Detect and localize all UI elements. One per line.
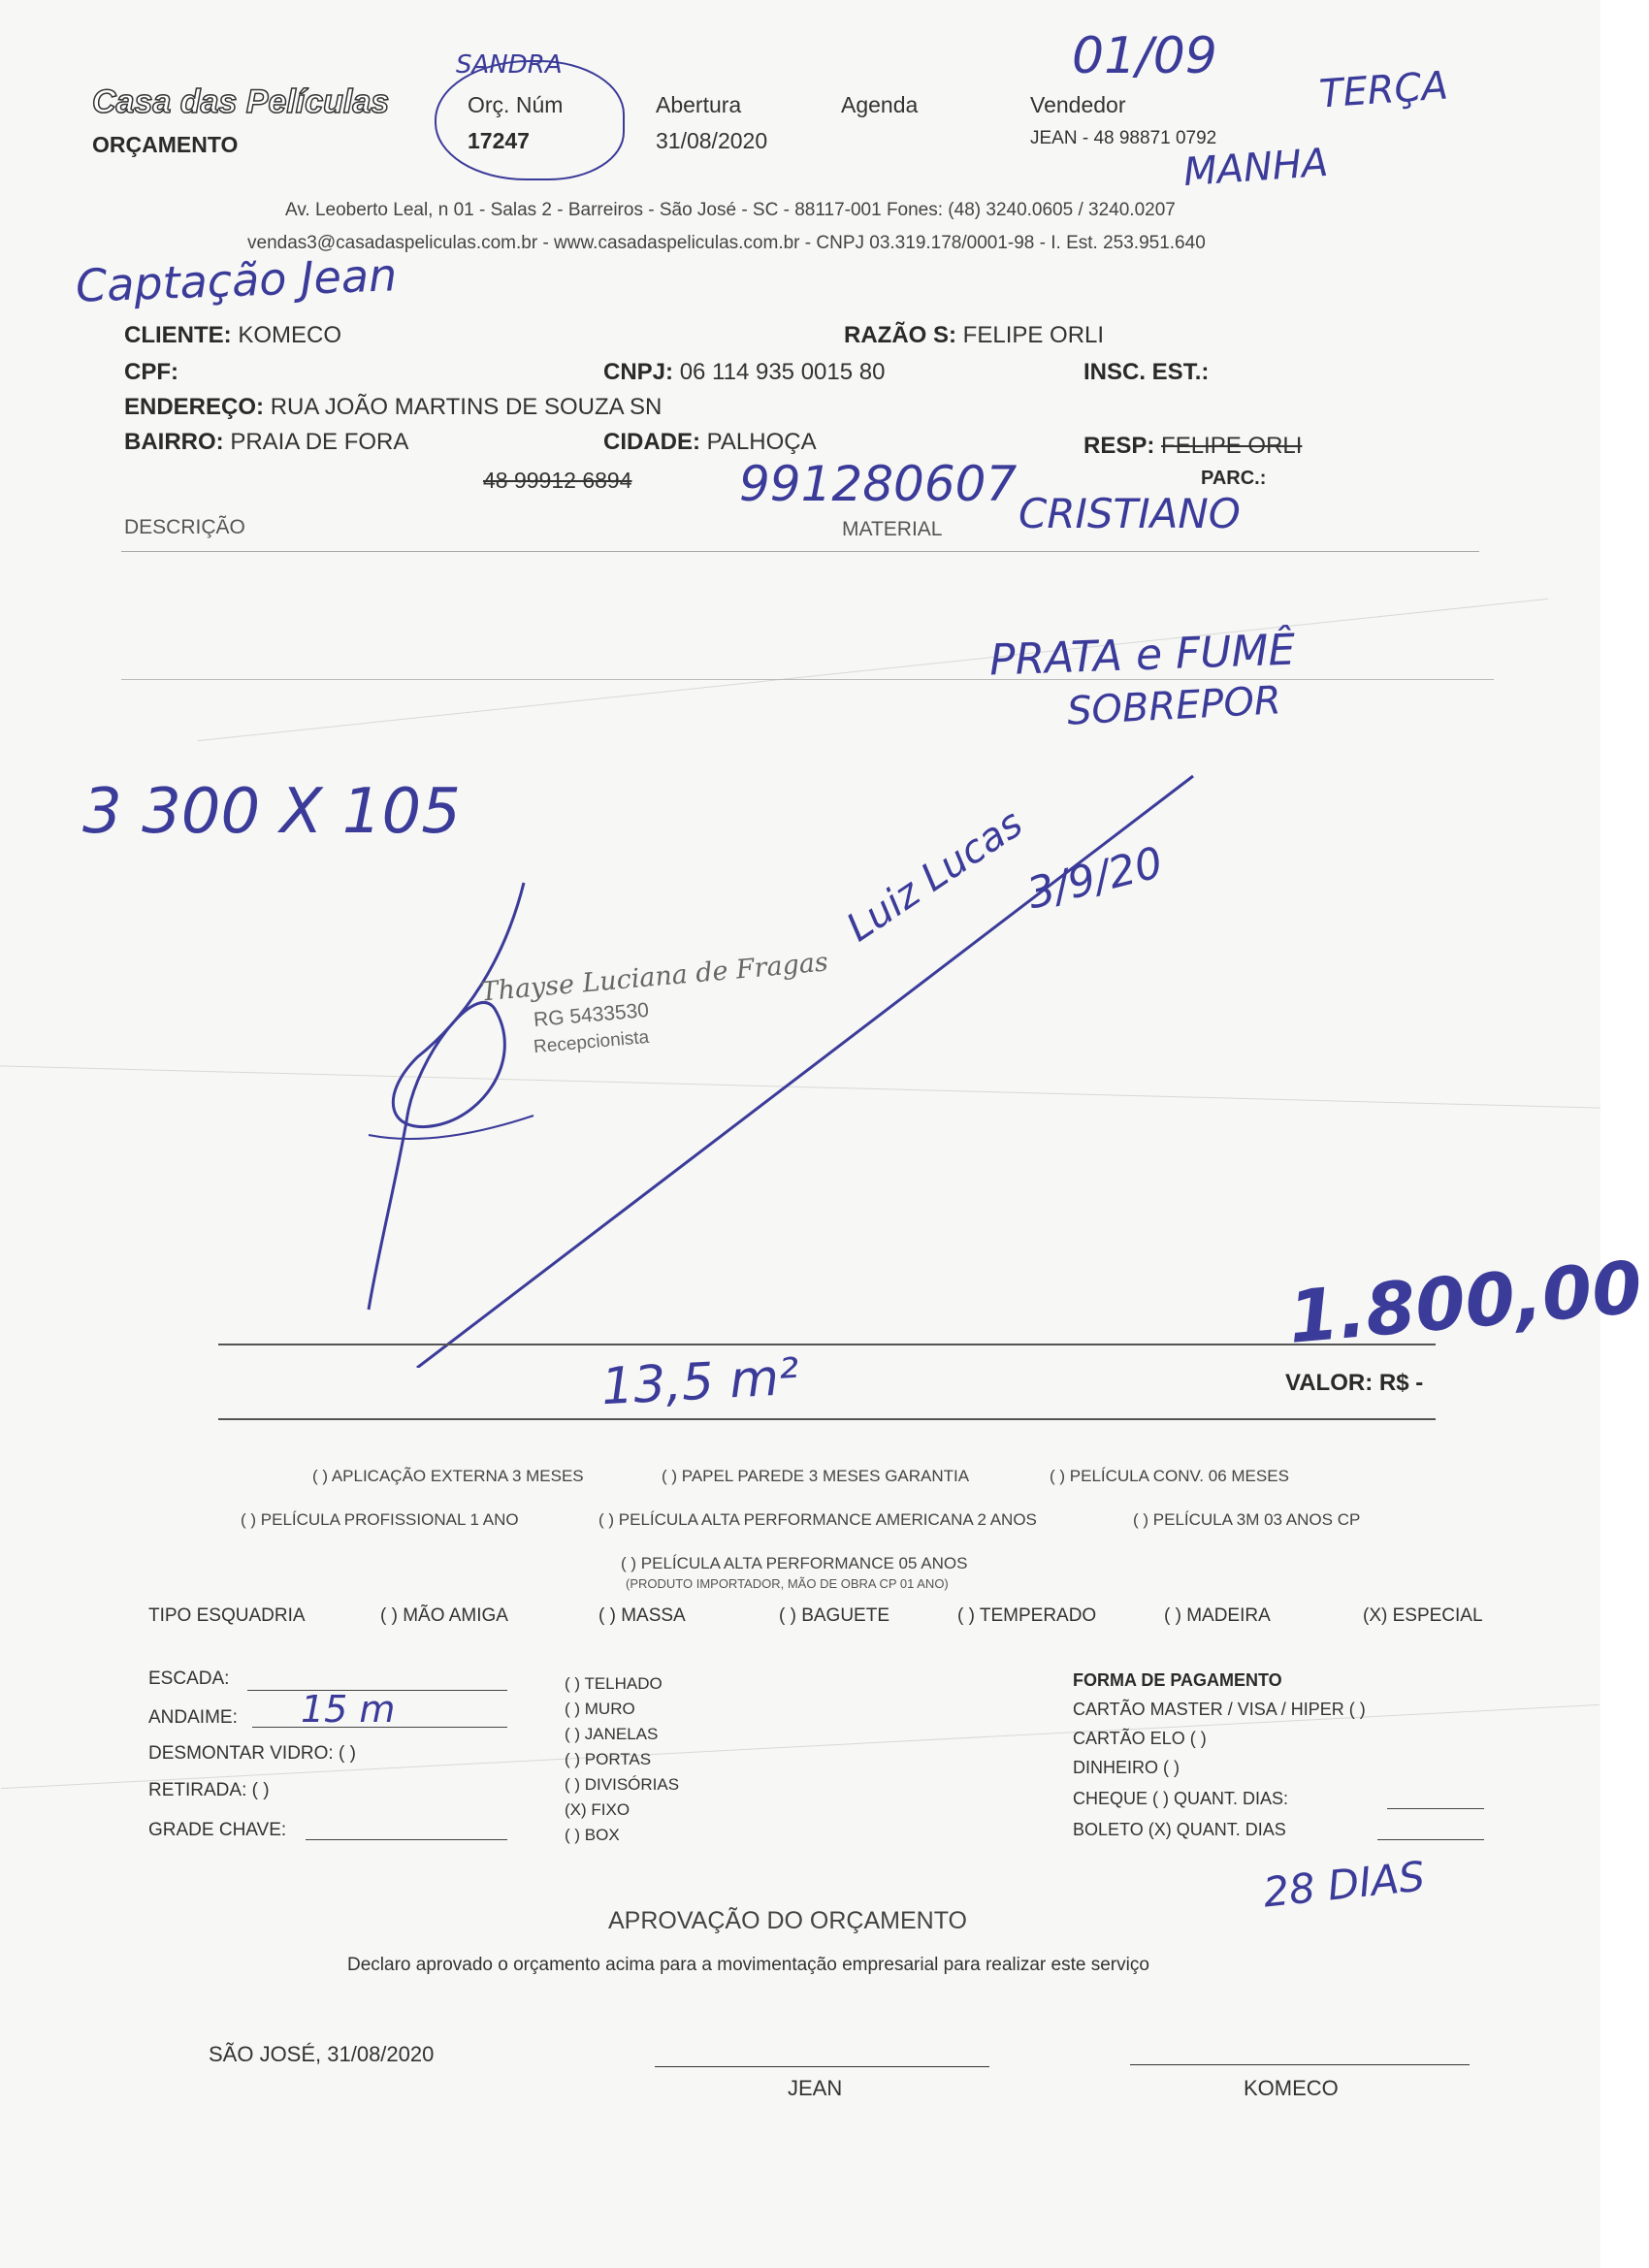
cpf-label: CPF: bbox=[124, 359, 178, 385]
option-pelicula-profissional[interactable]: ( ) PELÍCULA PROFISSIONAL 1 ANO bbox=[241, 1510, 519, 1529]
payment-title: FORMA DE PAGAMENTO bbox=[1073, 1670, 1282, 1690]
local-divisorias[interactable]: ( ) DIVISÓRIAS bbox=[565, 1775, 680, 1794]
stamp-rg: RG 5433530 bbox=[533, 998, 650, 1032]
handwritten-manha: MANHA bbox=[1181, 140, 1330, 196]
table-row-line bbox=[121, 679, 1494, 680]
option-papel-parede[interactable]: ( ) PAPEL PAREDE 3 MESES GARANTIA bbox=[662, 1467, 970, 1485]
esquadria-madeira[interactable]: ( ) MADEIRA bbox=[1164, 1605, 1271, 1626]
handwritten-andaime: 15 m bbox=[301, 1688, 396, 1731]
handwritten-cristiano: CRISTIANO bbox=[1018, 490, 1241, 537]
handwritten-signature-date: 3/9/20 bbox=[1021, 837, 1168, 920]
old-phone: 48 99912 6894 bbox=[483, 468, 632, 493]
option-pelicula-3m[interactable]: ( ) PELÍCULA 3M 03 ANOS CP bbox=[1133, 1510, 1361, 1529]
approval-title: APROVAÇÃO DO ORÇAMENTO bbox=[608, 1907, 967, 1934]
esquadria-temperado[interactable]: ( ) TEMPERADO bbox=[957, 1605, 1097, 1626]
company-contact: vendas3@casadaspeliculas.com.br - www.casadaspeliculas.com.br - CNPJ 03.319.178/0001-98 - I. Est. 253.951.640 bbox=[247, 233, 1206, 253]
desmontar-vidro[interactable]: DESMONTAR VIDRO: ( ) bbox=[148, 1743, 356, 1764]
cidade-field bbox=[603, 429, 817, 456]
handwritten-phone: 991280607 bbox=[739, 456, 1018, 512]
esquadria-mao-amiga[interactable]: ( ) MÃO AMIGA bbox=[380, 1605, 508, 1626]
payment-cartao-elo[interactable]: CARTÃO ELO ( ) bbox=[1073, 1729, 1207, 1748]
boleto-days-line bbox=[1377, 1839, 1484, 1840]
descricao-header: DESCRIÇÃO bbox=[124, 516, 245, 538]
handwritten-total-value: 1.800,00 bbox=[1284, 1246, 1646, 1360]
local-portas[interactable]: ( ) PORTAS bbox=[565, 1750, 652, 1768]
cliente-field bbox=[124, 322, 341, 349]
bairro-label: BAIRRO: bbox=[124, 429, 224, 455]
signature-line-client bbox=[1130, 2064, 1470, 2065]
company-logo: Casa das Películas bbox=[92, 83, 390, 120]
esquadria-massa[interactable]: ( ) MASSA bbox=[598, 1605, 686, 1626]
option-aplicacao-externa[interactable]: ( ) APLICAÇÃO EXTERNA 3 MESES bbox=[312, 1467, 584, 1485]
agenda-label: Agenda bbox=[841, 92, 919, 117]
value-bottom-line bbox=[218, 1418, 1436, 1420]
parc-label: PARC.: bbox=[1201, 468, 1267, 489]
vendedor-label: Vendedor bbox=[1030, 92, 1126, 117]
resp-value: FELIPE ORLI bbox=[1161, 433, 1303, 459]
cliente-value: KOMECO bbox=[238, 322, 342, 348]
grade-chave-label: GRADE CHAVE: bbox=[148, 1820, 287, 1840]
razao-label: RAZÃO S: bbox=[844, 322, 956, 348]
company-address: Av. Leoberto Leal, n 01 - Salas 2 - Barreiros - São José - SC - 88117-001 Fones: (48) 3240.0605 / 3240.0207 bbox=[285, 200, 1176, 220]
handwritten-signature-name: Luiz Lucas bbox=[838, 800, 1031, 952]
handwritten-sobrepor: SOBREPOR bbox=[1065, 678, 1282, 734]
option-pelicula-americana[interactable]: ( ) PELÍCULA ALTA PERFORMANCE AMERICANA 2 ANOS bbox=[598, 1510, 1037, 1529]
stamp-name: Thayse Luciana de Fragas bbox=[479, 947, 829, 1008]
handwritten-terca: TERÇA bbox=[1317, 63, 1450, 117]
cheque-days-line bbox=[1387, 1808, 1484, 1809]
payment-boleto[interactable]: BOLETO (X) QUANT. DIAS bbox=[1073, 1820, 1286, 1839]
retirada[interactable]: RETIRADA: ( ) bbox=[148, 1780, 270, 1800]
value-line bbox=[218, 1344, 1436, 1345]
vendedor-value: JEAN - 48 98871 0792 bbox=[1030, 128, 1217, 148]
andaime-line bbox=[252, 1727, 507, 1728]
esquadria-especial[interactable]: (X) ESPECIAL bbox=[1363, 1605, 1483, 1626]
table-header-line bbox=[121, 551, 1479, 552]
option-note: (PRODUTO IMPORTADOR, MÃO DE OBRA CP 01 ANO) bbox=[626, 1576, 949, 1591]
cidade-label: CIDADE: bbox=[603, 429, 700, 455]
handwritten-captacao: Captação Jean bbox=[75, 248, 399, 312]
payment-cartao-master[interactable]: CARTÃO MASTER / VISA / HIPER ( ) bbox=[1073, 1700, 1366, 1719]
material-header: MATERIAL bbox=[842, 518, 943, 540]
bairro-field bbox=[124, 429, 408, 456]
local-telhado[interactable]: ( ) TELHADO bbox=[565, 1674, 663, 1693]
orc-number-label: Orç. Núm bbox=[468, 92, 564, 117]
valor-label: VALOR: R$ - bbox=[1285, 1370, 1424, 1396]
signature-seller-name: JEAN bbox=[788, 2076, 843, 2100]
resp-label: RESP: bbox=[1083, 433, 1155, 459]
abertura-label: Abertura bbox=[656, 92, 742, 117]
approval-text: Declaro aprovado o orçamento acima para a movimentação empresarial para realizar este serviço bbox=[347, 1955, 1149, 1975]
esquadria-baguete[interactable]: ( ) BAGUETE bbox=[779, 1605, 890, 1626]
andaime-label: ANDAIME: bbox=[148, 1707, 238, 1728]
local-muro[interactable]: ( ) MURO bbox=[565, 1700, 635, 1718]
resp-field bbox=[1083, 433, 1302, 460]
esquadria-label: TIPO ESQUADRIA bbox=[148, 1605, 306, 1626]
abertura-date: 31/08/2020 bbox=[656, 128, 768, 153]
cliente-label: CLIENTE: bbox=[124, 322, 232, 348]
local-janelas[interactable]: ( ) JANELAS bbox=[565, 1725, 659, 1743]
escada-label: ESCADA: bbox=[148, 1669, 230, 1689]
razao-value: FELIPE ORLI bbox=[962, 322, 1105, 348]
approval-place-date: SÃO JOSÉ, 31/08/2020 bbox=[209, 2042, 435, 2066]
insc-est-label: INSC. EST.: bbox=[1083, 359, 1210, 385]
endereco-label: ENDEREÇO: bbox=[124, 394, 265, 420]
grade-chave-line bbox=[306, 1839, 507, 1840]
handwritten-sandra: SANDRA bbox=[456, 50, 563, 80]
handwritten-measure: 3 300 X 105 bbox=[82, 776, 461, 848]
endereco-field bbox=[124, 394, 662, 421]
endereco-value: RUA JOÃO MARTINS DE SOUZA SN bbox=[270, 394, 663, 420]
bairro-value: PRAIA DE FORA bbox=[230, 429, 409, 455]
payment-dinheiro[interactable]: DINHEIRO ( ) bbox=[1073, 1758, 1180, 1777]
razao-field bbox=[844, 322, 1104, 349]
cnpj-field bbox=[603, 359, 885, 386]
payment-cheque[interactable]: CHEQUE ( ) QUANT. DIAS: bbox=[1073, 1789, 1289, 1808]
option-pelicula-alta-performance[interactable]: ( ) PELÍCULA ALTA PERFORMANCE 05 ANOS bbox=[621, 1554, 968, 1572]
signature-line-seller bbox=[655, 2066, 989, 2067]
orc-number: 17247 bbox=[468, 128, 530, 153]
local-box[interactable]: ( ) BOX bbox=[565, 1826, 620, 1844]
local-fixo[interactable]: (X) FIXO bbox=[565, 1800, 630, 1819]
stamp-role: Recepcionista bbox=[533, 1026, 650, 1058]
signature-client-name: KOMECO bbox=[1244, 2076, 1339, 2100]
option-pelicula-conv[interactable]: ( ) PELÍCULA CONV. 06 MESES bbox=[1050, 1467, 1289, 1485]
cnpj-label: CNPJ: bbox=[603, 359, 674, 385]
handwritten-dias: 28 DIAS bbox=[1260, 1852, 1428, 1917]
cnpj-value: 06 114 935 0015 80 bbox=[679, 359, 886, 385]
handwritten-material: PRATA e FUMÊ bbox=[988, 625, 1297, 686]
document-type: ORÇAMENTO bbox=[92, 132, 239, 157]
handwritten-date-top: 01/09 bbox=[1072, 27, 1217, 85]
handwritten-area: 13,5 m² bbox=[599, 1347, 801, 1417]
fold-line bbox=[198, 599, 1548, 741]
cidade-value: PALHOÇA bbox=[706, 429, 817, 455]
